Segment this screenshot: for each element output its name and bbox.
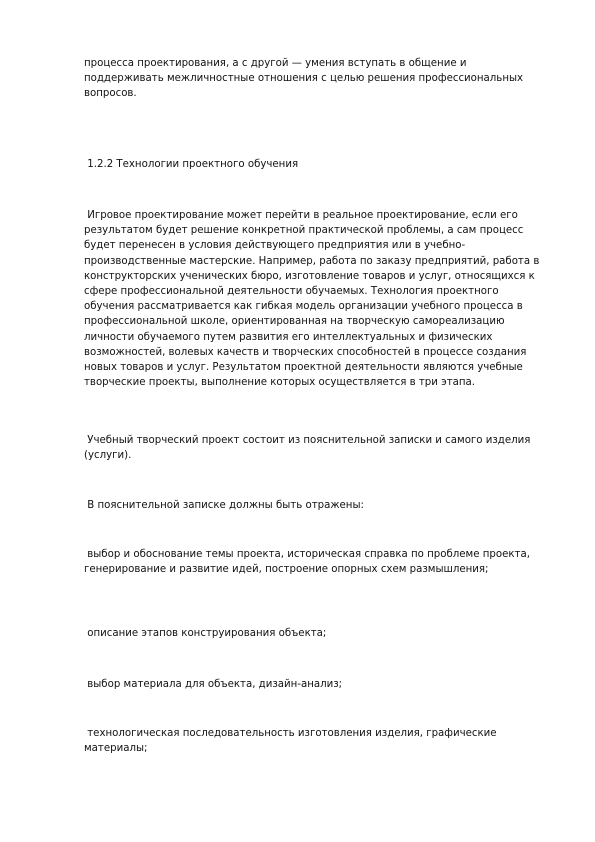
list-item-material-choice: выбор материала для объекта, дизайн-анализ; (84, 679, 343, 690)
paragraph-intro-continuation: процесса проектирования, а с другой — умения вступать в общение и поддерживать межличностные отношения с целью решения профессиональных вопросов. (84, 58, 527, 100)
list-item-topic-selection: выбор и обоснование темы проекта, историческая справка по проблеме проекта, генерирование и развитие идей, построение опорных схем размышления; (84, 549, 534, 576)
list-item-design-stages: описание этапов конструирования объекта; (84, 628, 327, 639)
paragraph-project-composition: Учебный творческий проект состоит из пояснительной записки и самого изделия (услуги). (84, 435, 534, 462)
section-heading: 1.2.2 Технологии проектного обучения (84, 159, 299, 170)
list-item-technology-sequence: технологическая последовательность изготовления изделия, графические материалы; (84, 728, 500, 755)
paragraph-project-learning: Игровое проектирование может перейти в реальное проектирование, если его результатом будет решение конкретной практической проблемы, а сам процесс будет перенесен в условия действующего предприятия или в учебно-производственные мастерские. Например, работа по заказу предприятий, работа в конструкторских ученических бюро, изготовление товаров и услуг, относящихся к сфере профессиональной деятельности обучаемых. Технология проектного обучения рассматривается как гибкая модель организации учебного процесса в профессиональной школе, ориентированная на творческую самореализацию личности обучаемого путем развития его интеллектуальных и физических возможностей, волевых качеств и творческих способностей в процессе создания новых товаров и услуг. Результатом проектной деятельности являются учебные творческие проекты, выполнение которых осуществляется в три этапа. (84, 210, 543, 389)
paragraph-note-contents: В пояснительной записке должны быть отражены: (84, 500, 364, 511)
